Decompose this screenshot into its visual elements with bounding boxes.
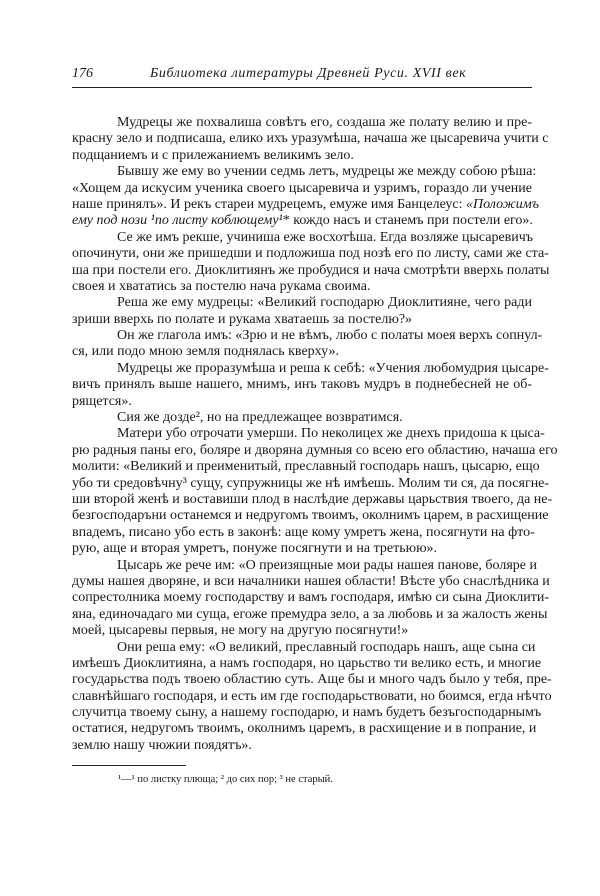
text-line: случитца твоему сыну, а нашему господарю, и намъ будетъ безъгосподарнымъ — [72, 705, 542, 721]
running-title: Библиотека литературы Древней Руси. XVII век — [150, 66, 467, 81]
text-line: Се же имъ рекше, учиниша еже восхотѣша. Егда возляже цысаревичъ — [117, 229, 534, 245]
text-line: ши второй женѣ и воставиши плод в наслѣдие державы царьствия твоего, да не- — [72, 491, 553, 507]
text-line: Цысарь же рече им: «О преизящные мои рады нашея панове, боляре и — [117, 557, 537, 573]
text-line: думы нашея дворяне, и вси началники нашея области! Вѣсте убо снаслѣдника и — [72, 573, 550, 589]
text-line: остатися, недругомъ твоимъ, околнимъ царемъ, в расхищение и в попрание, и — [72, 721, 537, 737]
paragraph — [72, 295, 532, 328]
text-line: сопрестолника моему господарству и вамъ господаря, имѣю си сына Диоклити- — [72, 590, 550, 606]
paragraph — [72, 360, 549, 410]
italic-segment: «Положимъ — [466, 196, 539, 212]
text-line: Мудрецы же похвалиша совѣтъ его, создаша же полату велию и пре- — [117, 115, 532, 130]
text-line: подщаниемъ и с прилежаниемъ великимъ зело. — [72, 147, 354, 163]
text-line: рую, аще и вторая умретъ, понуже посягнути и на третьюю». — [72, 541, 438, 557]
paragraph — [72, 426, 558, 557]
text-line: Реша же ему мудрецы: «Великий господарю Диоклитияне, чего ради — [117, 295, 532, 311]
paragraph — [72, 410, 532, 426]
text-segment: наше принялъ». И рекъ стареи мудрецемъ, емуже имя Банцелеус: — [72, 196, 467, 212]
text-line: красну зело и подписаша, елико ихъ уразумѣша, начаша же цысаревича учити с — [72, 131, 549, 147]
header-rule — [72, 87, 532, 88]
text-line: землю нашу чюжии поядятъ». — [72, 737, 252, 753]
italic-segment: ему под нози ¹по листу коблющему¹ — [72, 213, 283, 229]
paragraph — [72, 639, 552, 755]
paragraph — [72, 229, 550, 296]
text-line: безгосподаръни останемся и недругомъ твоимъ, околнимъ царем, в расхищение — [72, 508, 549, 524]
text-line: зриши вверхь по полате и рукама хватаешь за постелю?» — [72, 311, 413, 327]
text-line: Мудрецы же проразумѣша и реша к себѣ: «Учения любомудрия цысаре- — [117, 360, 549, 376]
text-line: Сия же дозде², но на предлежащее возвратимся. — [117, 410, 403, 426]
text-line — [72, 196, 539, 213]
footnote-rule — [72, 765, 186, 766]
text-line: Бывшу же ему во учении седмь летъ, мудрецы же между собою рѣша: — [117, 164, 537, 180]
main-text — [72, 115, 558, 754]
paragraph — [72, 115, 549, 164]
running-header — [72, 64, 532, 86]
paragraph — [72, 164, 539, 230]
text-line: Они реша ему: «О великий, преславный господарь нашъ, аще сына си — [117, 639, 536, 655]
text-line: вичъ принялъ выше нашего, мнимъ, инъ таковъ мудръ в поднебесней не об- — [72, 377, 532, 393]
text-line: государьства подъ твоею областию суть. Аще бы и много чадъ было у тебя, пре- — [72, 672, 552, 688]
page-number: 176 — [72, 66, 93, 81]
text-line — [72, 213, 532, 229]
text-line: рящется». — [72, 393, 132, 409]
text-line: ся, или подо мною земля поднялась кверху». — [72, 344, 339, 360]
text-line: молити: «Великий и преименитый, преславный господарь нашъ, цысарю, ещо — [72, 459, 540, 475]
text-line: «Хощем да искусим ученика своего цысаревича и узримъ, гораздо ли учение — [72, 180, 532, 196]
text-line: Матери убо отрочати умерши. По неколицех же днехъ придоша к цыса- — [117, 426, 545, 442]
text-line: впадемъ, писано убо есть в законѣ: аще кому умретъ жена, посягнути на фто- — [72, 524, 535, 540]
text-line: Он же глагола имъ: «Зрю и не вѣмъ, любо с полаты моея верхъ сопнул- — [117, 328, 543, 344]
text-line: моей, цысаревы первыя, не могу на другую посягнути!» — [72, 623, 409, 639]
text-line: имѣешъ Диоклитияна, а намъ господаря, но царьство ти велико есть, и многие — [72, 655, 542, 671]
paragraph — [72, 557, 550, 640]
text-line: своея и хвататись за постелю нача рукама своима. — [72, 278, 371, 294]
footnotes: ¹—¹ по листку плюща; ² до сих пор; ³ не старый. — [118, 774, 333, 785]
text-line: убо ти средовѣчну³ сущу, супружницы же нѣ имѣешь. Молим ти ся, да посягне- — [72, 475, 550, 491]
paragraph — [72, 328, 543, 361]
text-line: славнѣйшаго господаря, и есть им где господарьствовати, но боимся, егда нѣчто — [72, 688, 552, 704]
text-line: яна, единочадаго ми суща, егоже премудра зело, а за любовь и за жалость жены — [72, 606, 548, 622]
text-line: рю радныя паны его, боляре и дворяна думныя со всею его областию, начаша его — [72, 442, 558, 458]
text-segment: * кождо насъ и станемъ при постели его». — [282, 213, 533, 229]
text-line: ша при постели его. Диоклитиянъ же пробудися и нача смотрѣти вверхь полаты — [72, 262, 550, 278]
text-line: опочинути, они же пришедши и подложиша под нозѣ его по листу, сами же ста- — [72, 246, 549, 262]
